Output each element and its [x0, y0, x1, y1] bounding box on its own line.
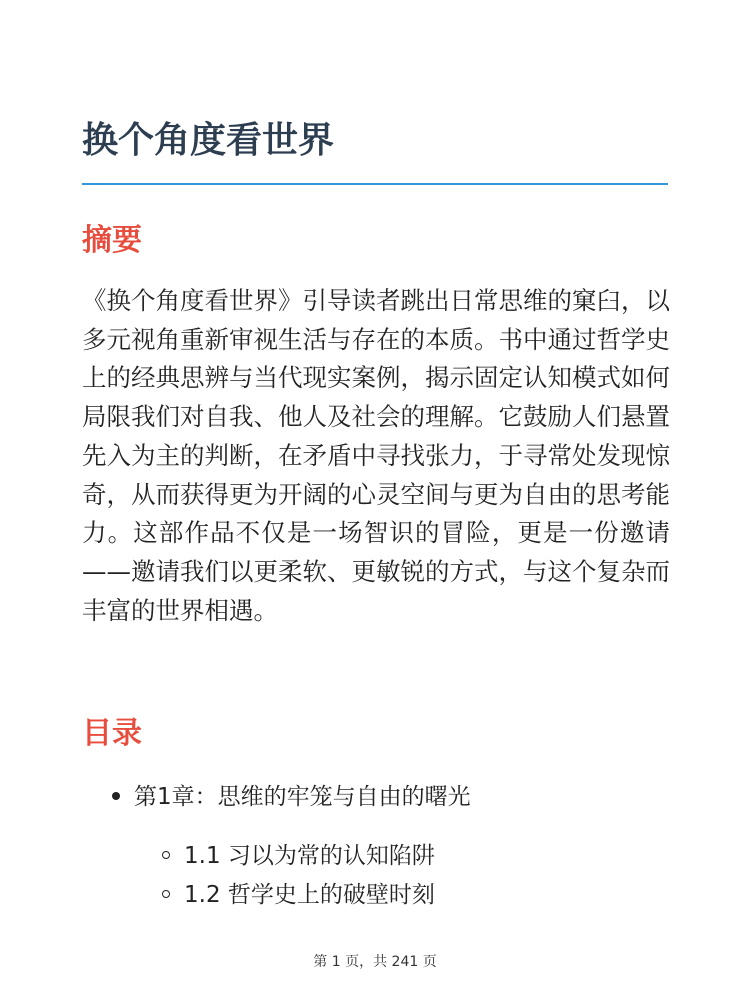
bullet-circle-icon	[162, 851, 170, 859]
footer-prefix: 第	[313, 954, 328, 970]
toc-chapter-label: 第1章：思维的牢笼与自由的曙光	[134, 784, 471, 810]
page-footer	[0, 952, 750, 972]
toc-section-label: 1.1 习以为常的认知陷阱	[184, 843, 435, 869]
toc-section-1-1[interactable]	[162, 840, 435, 872]
footer-suffix: 页	[422, 954, 437, 970]
abstract-text: 《换个角度看世界》引导读者跳出日常思维的窠臼，以多元视角重新审视生活与存在的本质。书中通过哲学史上的经典思辨与当代现实案例，揭示固定认知模式如何局限我们对自我、他人及社会的理解。它鼓励人们悬置先入为主的判断，在矛盾中寻找张力，于寻常处发现惊奇，从而获得更为开阔的心灵空间与更为自由的思考能力。这部作品不仅是一场智识的冒险，更是一份邀请——邀请我们以更柔软、更敏锐的方式，与这个复杂而丰富的世界相遇。	[82, 286, 670, 625]
bullet-disc-icon	[112, 792, 120, 800]
document-title: 换个角度看世界	[82, 120, 335, 161]
current-page-number: 1	[331, 954, 341, 970]
bullet-circle-icon	[162, 890, 170, 898]
toc-chapter-1[interactable]	[112, 781, 471, 813]
total-page-count: 241	[391, 954, 419, 970]
toc-section-label: 1.2 哲学史上的破壁时刻	[184, 882, 435, 908]
footer-middle: 页，共	[345, 954, 388, 970]
title-divider	[82, 183, 668, 185]
abstract-heading: 摘要	[82, 223, 142, 258]
toc-section-1-2[interactable]	[162, 879, 435, 911]
toc-heading: 目录	[82, 716, 142, 751]
